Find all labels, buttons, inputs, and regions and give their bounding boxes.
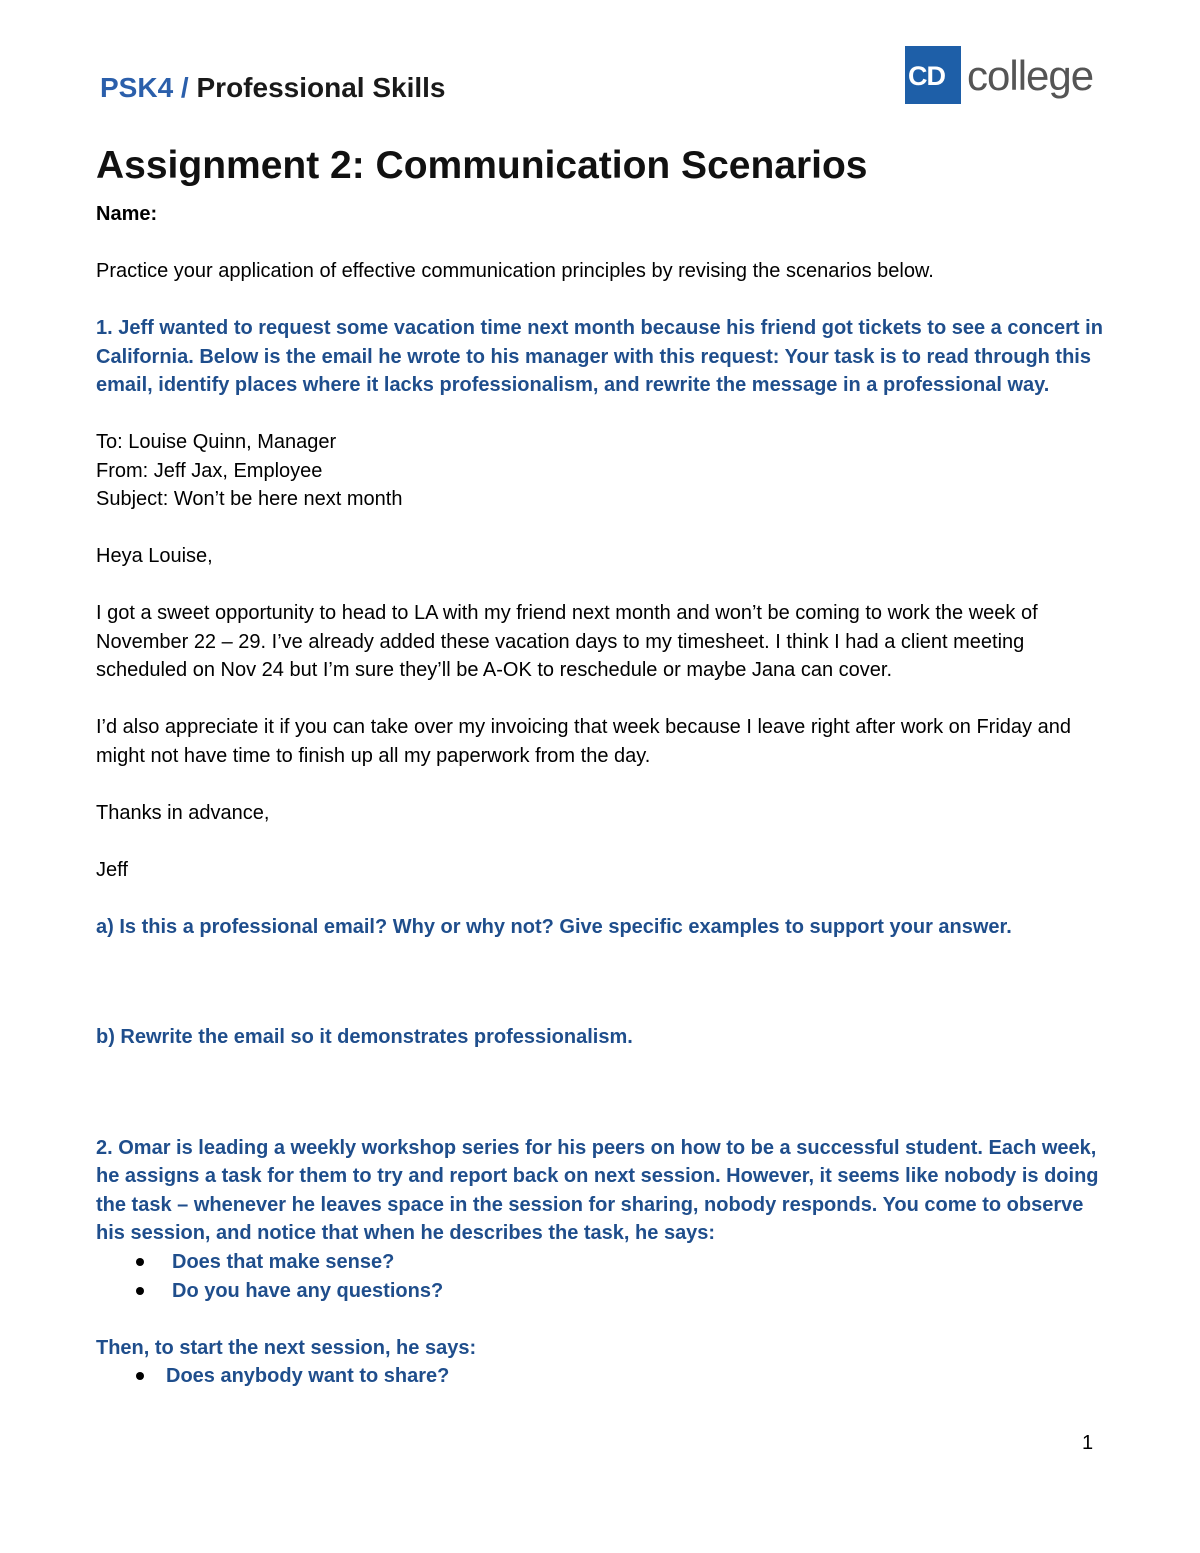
logo-mark [905, 46, 961, 104]
document-body [96, 200, 1106, 1419]
question-2-bullets-2 [96, 1362, 1106, 1391]
email-signature: Jeff [96, 858, 128, 881]
bullet-icon [136, 1287, 144, 1295]
email-greeting: Heya Louise, [96, 545, 213, 567]
bullet-icon [136, 1258, 144, 1266]
question-2-bullets [96, 1248, 1106, 1306]
question-1-part-b: b) Rewrite the email so it demonstrates professionalism. [96, 1026, 633, 1048]
question-2-prompt: 2. Omar is leading a weekly workshop series for his peers on how to be a successful student. Each week, he assigns a task for them to try and report back on next session. However, it seems like nobody is doing the task – whenever he leaves space in the session for sharing, nobody responds. You come to observe his session, and notice that when he describes the task, he says: [96, 1136, 1099, 1244]
email-closing: Thanks in advance, [96, 801, 270, 824]
course-separator: / [173, 72, 197, 103]
logo-mark-text: CD [908, 61, 945, 91]
name-label: Name: [96, 203, 158, 225]
bullet-icon [136, 1372, 144, 1380]
question-2-then: Then, to start the next session, he says: [96, 1336, 477, 1359]
email-to: To: Louise Quinn, Manager [96, 431, 337, 453]
college-logo [905, 46, 1095, 108]
course-name: Professional Skills [196, 72, 446, 103]
email-paragraph-1: I got a sweet opportunity to head to LA with my friend next month and won’t be coming to work the week of November 22 – 29. I’ve already added these vacation days to my timesheet. I think I had a client meeting scheduled on Nov 24 but I’m sure they’ll be A-OK to reschedule or maybe Jana can cover. [96, 602, 1038, 681]
question-1-part-a: a) Is this a professional email? Why or why not? Give specific examples to support your answer. [96, 915, 1012, 938]
email-from: From: Jeff Jax, Employee [96, 459, 323, 482]
email-subject: Subject: Won’t be here next month [96, 488, 403, 510]
page-number: 1 [1082, 1432, 1094, 1454]
email-paragraph-2: I’d also appreciate it if you can take over my invoicing that week because I leave right after work on Friday and might not have time to finish up all my paperwork from the day. [96, 716, 1071, 767]
intro-text: Practice your application of effective communication principles by revising the scenarios below. [96, 260, 934, 282]
list-item: Do you have any questions? [96, 1277, 1106, 1306]
list-item: Does anybody want to share? [96, 1362, 1106, 1391]
assignment-title: Assignment 2: Communication Scenarios [96, 144, 868, 187]
list-item: Does that make sense? [96, 1248, 1106, 1277]
course-header [100, 72, 446, 104]
question-1-prompt: 1. Jeff wanted to request some vacation time next month because his friend got tickets to see a concert in California. Below is the email he wrote to his manager with this request: Your task is to read through this email, identify places where it lacks professionalism, and rewrite the message in a professional way. [96, 317, 1103, 396]
logo-wordmark: college [967, 52, 1094, 99]
course-code: PSK4 [100, 72, 174, 103]
